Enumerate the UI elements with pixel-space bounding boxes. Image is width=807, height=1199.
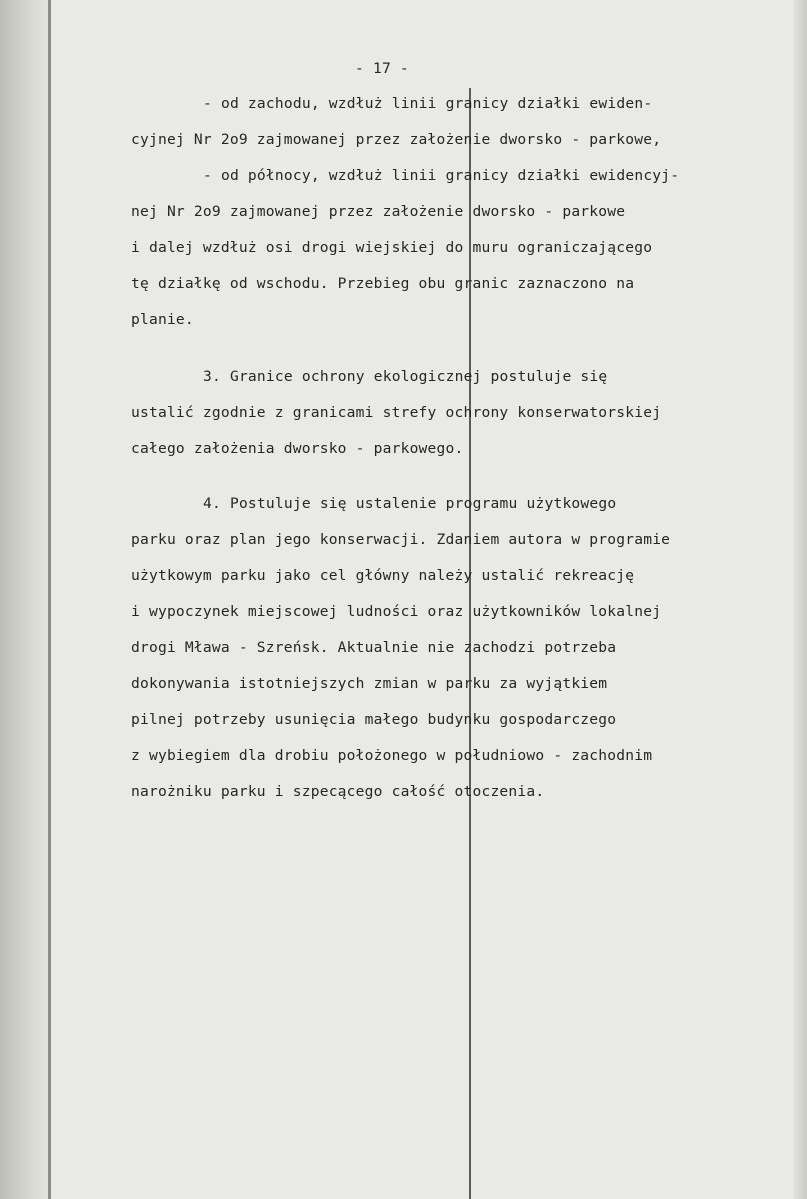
text-line: dokonywania istotniejszych zmian w parku za wyjątkiem <box>131 675 608 692</box>
text-line: tę działkę od wschodu. Przebieg obu granic zaznaczono na <box>131 275 635 292</box>
text-line: ustalić zgodnie z granicami strefy ochrony konserwatorskiej <box>131 404 662 421</box>
text-line: cyjnej Nr 2o9 zajmowanej przez założenie dworsko - parkowe, <box>131 131 662 148</box>
text-line: i dalej wzdłuż osi drogi wiejskiej do muru ograniczającego <box>131 239 653 256</box>
text-line: z wybiegiem dla drobiu położonego w południowo - zachodnim <box>131 747 653 764</box>
text-line: całego założenia dworsko - parkowego. <box>131 440 464 457</box>
text-line: użytkowym parku jako cel główny należy ustalić rekreację <box>131 567 635 584</box>
text-line: pilnej potrzeby usunięcia małego budynku gospodarczego <box>131 711 617 728</box>
text-line: i wypoczynek miejscowej ludności oraz użytkowników lokalnej <box>131 603 662 620</box>
page-number: - 17 - <box>355 60 409 77</box>
text-line: - od północy, wzdłuż linii granicy działki ewidencyj- <box>203 167 680 184</box>
text-line: drogi Mława - Szreńsk. Aktualnie nie zachodzi potrzeba <box>131 639 617 656</box>
text-line: narożniku parku i szpecącego całość otoczenia. <box>131 783 545 800</box>
text-line: planie. <box>131 311 194 328</box>
text-line: nej Nr 2o9 zajmowanej przez założenie dworsko - parkowe <box>131 203 626 220</box>
text-line: parku oraz plan jego konserwacji. Zdaniem autora w programie <box>131 531 671 548</box>
text-line: - od zachodu, wzdłuż linii granicy działki ewiden- <box>203 95 653 112</box>
text-line: 4. Postuluje się ustalenie programu użytkowego <box>203 495 617 512</box>
text-line: 3. Granice ochrony ekologicznej postuluje się <box>203 368 608 385</box>
